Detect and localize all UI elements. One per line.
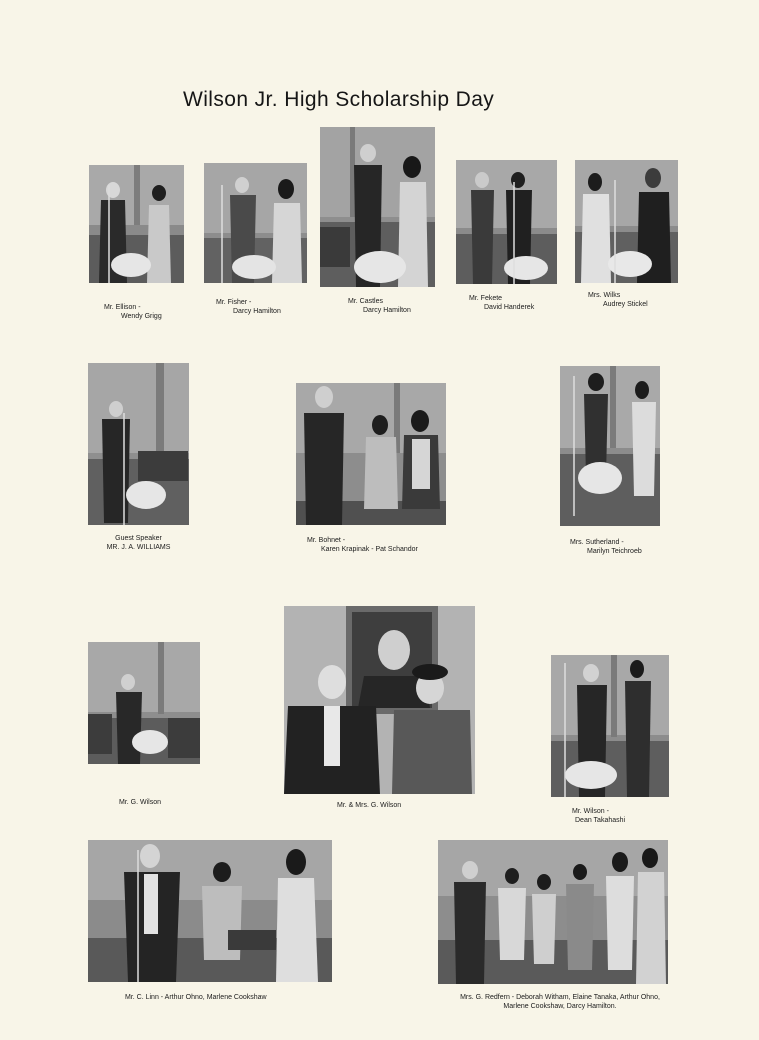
caption-fisher-hamilton: Mr. Fisher - Darcy Hamilton (216, 299, 281, 315)
photo-castles-hamilton (320, 127, 435, 287)
caption-mr-mrs-g-wilson: Mr. & Mrs. G. Wilson (337, 802, 402, 809)
caption-sutherland-teichroeb: Mrs. Sutherland - Marilyn Teichroeb (570, 539, 642, 555)
caption-bohnet-krapinak-schandor: Mr. Bohnet - Karen Krapinak - Pat Schandor (307, 537, 418, 553)
caption-wilson-takahashi: Mr. Wilson - Dean Takahashi (572, 808, 626, 824)
page-title: Wilson Jr. High Scholarship Day (183, 88, 495, 111)
caption-castles-hamilton: Mr. Castles Darcy Hamilton (348, 298, 411, 314)
photo-ellison-grigg (89, 165, 184, 283)
photo-fisher-hamilton (204, 163, 307, 283)
photo-sutherland-teichroeb (560, 366, 660, 526)
caption-g-wilson: Mr. G. Wilson (119, 799, 162, 806)
photo-redfern-group (438, 840, 668, 984)
caption-wilks-stickel: Mrs. Wilks Audrey Stickel (588, 292, 648, 308)
photo-linn-ohno-cookshaw (88, 840, 332, 982)
photo-wilson-takahashi (551, 655, 669, 797)
caption-fekete-handerek: Mr. Fekete David Handerek (469, 295, 535, 311)
caption-guest-speaker-williams: Guest Speaker MR. J. A. WILLIAMS (106, 535, 171, 551)
photo-guest-speaker-williams (88, 363, 189, 525)
photo-wilks-stickel (575, 160, 678, 283)
photo-mr-mrs-g-wilson (284, 606, 475, 794)
photo-g-wilson (88, 642, 200, 764)
caption-redfern-group: Mrs. G. Redfern - Deborah Witham, Elaine Tanaka, Arthur Ohno, Marlene Cookshaw, Darcy Hamilton. (460, 994, 660, 1010)
photo-bohnet-krapinak-schandor (296, 383, 446, 525)
caption-ellison-grigg: Mr. Ellison - Wendy Grigg (104, 304, 162, 320)
photo-fekete-handerek (456, 160, 557, 284)
caption-linn-ohno-cookshaw: Mr. C. Linn - Arthur Ohno, Marlene Cookshaw (125, 994, 267, 1001)
